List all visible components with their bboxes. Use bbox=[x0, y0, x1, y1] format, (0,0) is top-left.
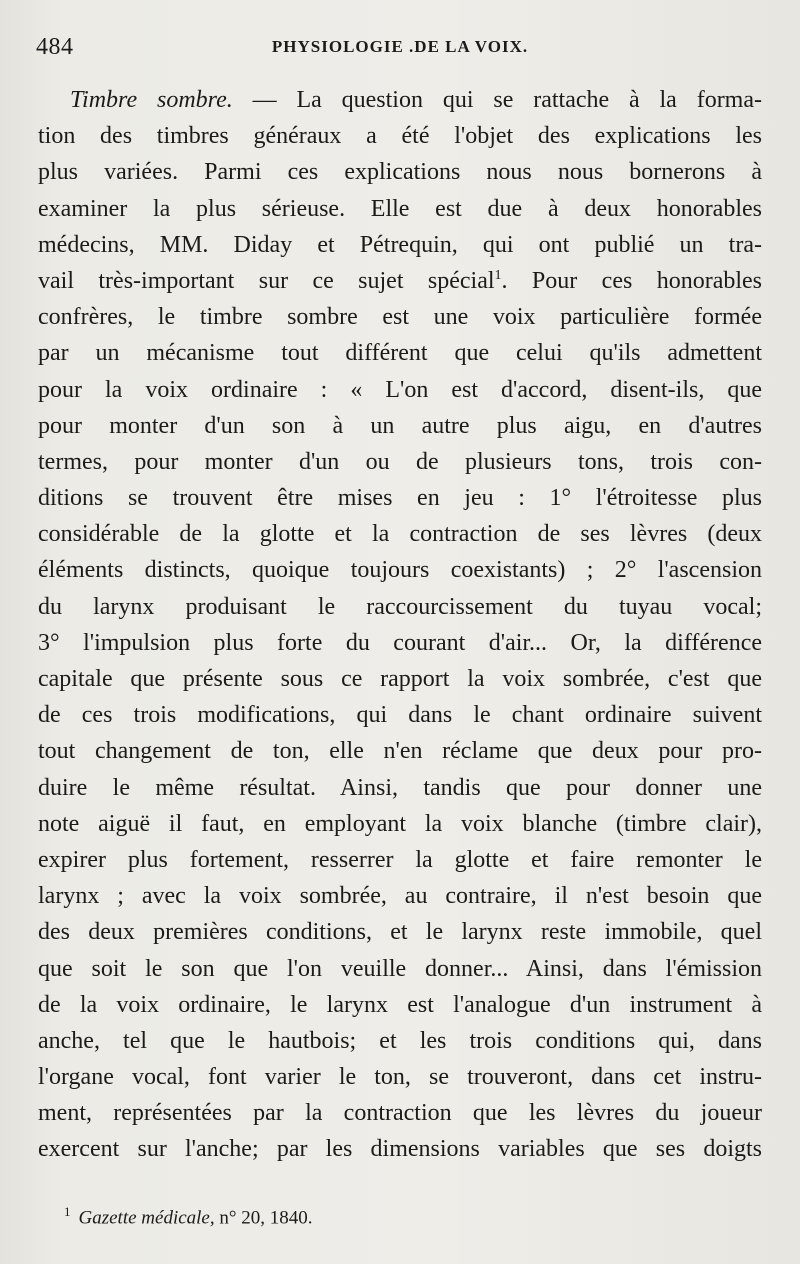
footnote-source-details: n° 20, 1840. bbox=[214, 1207, 313, 1229]
text-line: confrères, le timbre sombre est une voix particulière formée bbox=[38, 304, 762, 331]
text-fragment: . Pour ces honorables bbox=[501, 267, 763, 294]
text-fragment: — La question qui se rattache à la forma- bbox=[232, 87, 762, 113]
text-line: termes, pour monter d'un ou de plusieurs tons, trois con- bbox=[38, 448, 762, 475]
text-line: de la voix ordinaire, le larynx est l'analogue d'un instrument à bbox=[38, 991, 762, 1018]
text-line: considérable de la glotte et la contraction de ses lèvres (deux bbox=[38, 521, 762, 548]
page-number: 484 bbox=[36, 34, 74, 60]
text-line: capitale que présente sous ce rapport la voix sombrée, c'est que bbox=[38, 666, 762, 692]
text-line: que soit le son que l'on veuille donner... Ainsi, dans l'émission bbox=[38, 955, 762, 982]
text-line: ment, représentées par la contraction que les lèvres du joueur bbox=[38, 1100, 762, 1127]
text-line: expirer plus fortement, resserrer la glotte et faire remonter le bbox=[38, 846, 762, 873]
text-line: éléments distincts, quoique toujours coexistants) ; 2° l'ascension bbox=[38, 557, 762, 584]
text-line bbox=[38, 263, 762, 299]
text-line: plus variées. Parmi ces explications nous nous bornerons à bbox=[38, 159, 762, 186]
footnote bbox=[64, 1204, 312, 1229]
body-text bbox=[38, 82, 762, 1168]
text-line: du larynx produisant le raccourcissement du tuyau vocal; bbox=[38, 593, 762, 620]
text-line: tout changement de ton, elle n'en réclame que deux pour pro- bbox=[38, 738, 762, 765]
text-line: duire le même résultat. Ainsi, tandis que pour donner une bbox=[38, 774, 762, 801]
footnote-source-title: Gazette médicale, bbox=[78, 1207, 215, 1229]
text-line: examiner la plus sérieuse. Elle est due à deux honorables bbox=[38, 195, 762, 222]
text-line: pour la voix ordinaire : « L'on est d'accord, disent-ils, que bbox=[38, 376, 762, 403]
running-title: PHYSIOLOGIE .DE LA VOIX. bbox=[271, 37, 529, 56]
text-line: par un mécanisme tout différent que celui qu'ils admettent bbox=[38, 340, 762, 367]
text-line: 3° l'impulsion plus forte du courant d'air... Or, la différence bbox=[38, 629, 762, 656]
text-line: médecins, MM. Diday et Pétrequin, qui ont publié un tra- bbox=[38, 231, 762, 258]
text-fragment: vail très-important sur ce sujet spécial bbox=[38, 267, 495, 294]
footnote-reference: 1 bbox=[494, 267, 502, 283]
text-line: de ces trois modifications, qui dans le chant ordinaire suivent bbox=[38, 702, 762, 729]
text-line: anche, tel que le hautbois; et les trois conditions qui, dans bbox=[38, 1027, 762, 1054]
running-head bbox=[36, 26, 764, 66]
text-line: tion des timbres généraux a été l'objet des explications les bbox=[38, 123, 762, 150]
footnote-mark: 1 bbox=[64, 1204, 71, 1219]
text-line: exercent sur l'anche; par les dimensions variables que ses doigts bbox=[38, 1136, 762, 1163]
section-title: Timbre sombre. bbox=[70, 87, 233, 113]
text-line bbox=[38, 82, 762, 118]
text-line: note aiguë il faut, en employant la voix blanche (timbre clair), bbox=[38, 810, 762, 837]
text-line: des deux premières conditions, et le larynx reste immobile, quel bbox=[38, 919, 762, 946]
text-line: ditions se trouvent être mises en jeu : 1° l'étroitesse plus bbox=[38, 485, 762, 512]
text-line: larynx ; avec la voix sombrée, au contraire, il n'est besoin que bbox=[38, 883, 762, 910]
text-line: l'organe vocal, font varier le ton, se trouveront, dans cet instru- bbox=[38, 1064, 762, 1091]
text-line: pour monter d'un son à un autre plus aigu, en d'autres bbox=[38, 412, 762, 439]
